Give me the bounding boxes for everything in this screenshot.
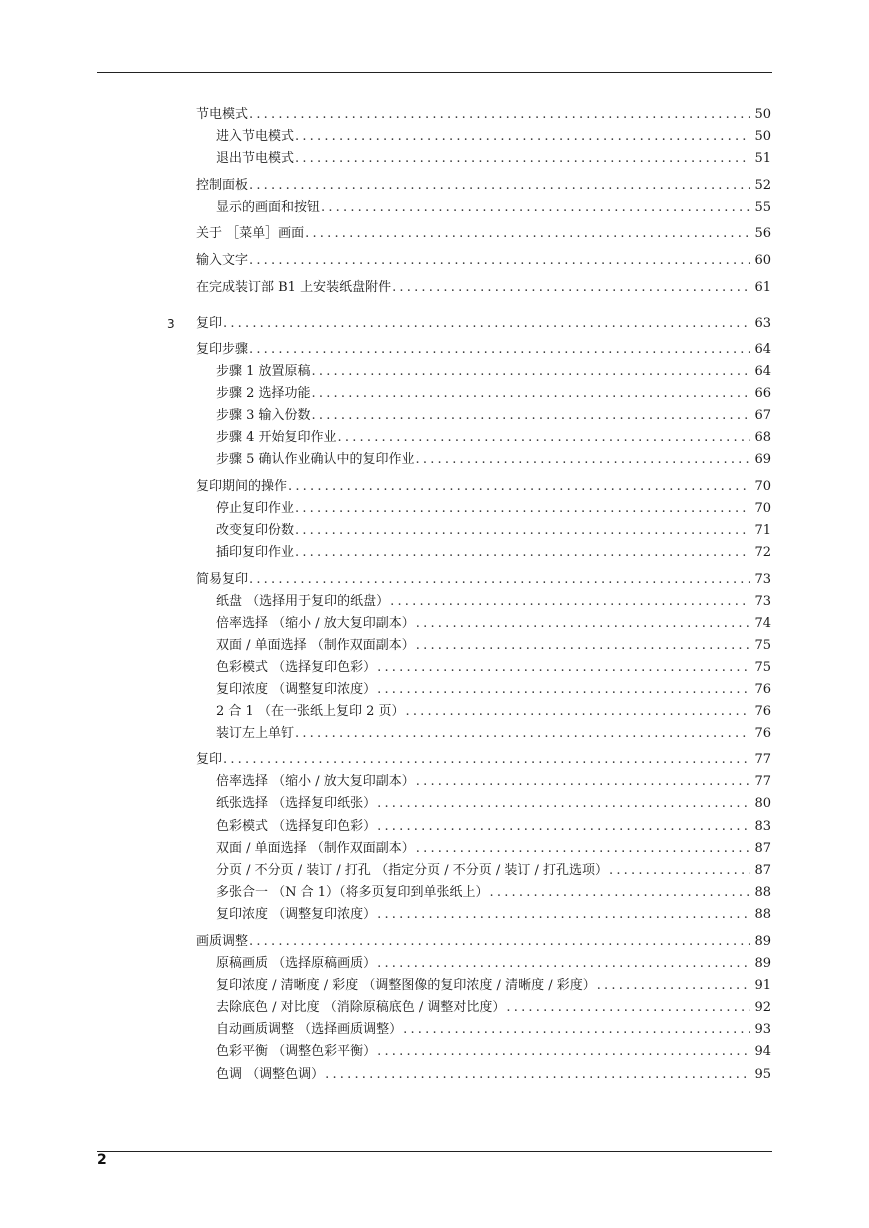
toc-page-number: 61 bbox=[754, 280, 771, 295]
toc-entry-title: 2 合 1 （在一张纸上复印 2 页） bbox=[216, 704, 405, 719]
toc-dot-leader bbox=[376, 658, 750, 678]
toc-entry-title: 色彩模式 （选择复印色彩） bbox=[216, 660, 377, 675]
toc-entry-title: 装订左上单钉 bbox=[216, 726, 295, 741]
toc-entry-title: 复印 bbox=[196, 316, 223, 331]
toc-page-number: 74 bbox=[754, 616, 771, 631]
page-number: 2 bbox=[97, 1152, 107, 1168]
toc-dot-leader bbox=[294, 724, 750, 744]
toc-entry-subsection[interactable] bbox=[0, 839, 869, 859]
toc-page-number: 63 bbox=[754, 316, 771, 331]
toc-dot-leader bbox=[376, 680, 750, 700]
toc-page-number: 89 bbox=[754, 956, 771, 971]
toc-entry-subsection[interactable] bbox=[0, 499, 869, 519]
toc-entry-subsection[interactable] bbox=[0, 450, 869, 470]
toc-entry-subsection[interactable] bbox=[0, 724, 869, 744]
toc-dot-leader bbox=[311, 362, 751, 382]
toc-entry-subsection[interactable] bbox=[0, 658, 869, 678]
toc-entry-title: 节电模式 bbox=[196, 107, 249, 122]
toc-page-number: 80 bbox=[754, 796, 771, 811]
toc-dot-leader bbox=[337, 428, 751, 448]
toc-dot-leader bbox=[402, 1020, 750, 1040]
toc-page-number: 91 bbox=[754, 978, 771, 993]
toc-entry-title: 步骤 1 放置原稿 bbox=[216, 364, 311, 379]
toc-page-number: 92 bbox=[754, 1000, 771, 1015]
toc-dot-leader bbox=[294, 543, 750, 563]
toc-entry-subsection[interactable] bbox=[0, 543, 869, 563]
toc-page-number: 76 bbox=[754, 726, 771, 741]
toc-page-number: 70 bbox=[754, 501, 771, 516]
footer-rule bbox=[97, 1151, 772, 1152]
toc-dot-leader bbox=[248, 340, 750, 360]
toc-entry-subsection[interactable] bbox=[0, 702, 869, 722]
toc-page-number: 64 bbox=[754, 364, 771, 379]
toc-entry-subsection[interactable] bbox=[0, 592, 869, 612]
toc-entry-subsection[interactable] bbox=[0, 905, 869, 925]
toc-dot-leader bbox=[376, 794, 750, 814]
toc-entry-subsection[interactable] bbox=[0, 680, 869, 700]
toc-dot-leader bbox=[320, 198, 750, 218]
toc-page-number: 72 bbox=[754, 545, 771, 560]
toc-entry-title: 纸张选择 （选择复印纸张） bbox=[216, 796, 377, 811]
toc-entry-subsection[interactable] bbox=[0, 127, 869, 147]
toc-entry-subsection[interactable] bbox=[0, 772, 869, 792]
toc-dot-leader bbox=[391, 278, 750, 298]
toc-entry-section[interactable] bbox=[0, 314, 869, 334]
toc-entry-subsection[interactable] bbox=[0, 1042, 869, 1062]
toc-dot-leader bbox=[389, 592, 750, 612]
toc-page-number: 68 bbox=[754, 430, 771, 445]
toc-dot-leader bbox=[248, 570, 750, 590]
toc-page-number: 52 bbox=[754, 178, 771, 193]
toc-entry-title: 简易复印 bbox=[196, 572, 249, 587]
toc-dot-leader bbox=[248, 105, 750, 125]
toc-entry-title: 复印期间的操作 bbox=[196, 479, 288, 494]
toc-entry-title: 画质调整 bbox=[196, 934, 249, 949]
toc-dot-leader bbox=[294, 127, 750, 147]
toc-entry-subsection[interactable] bbox=[0, 384, 869, 404]
toc-page-number: 83 bbox=[754, 819, 771, 834]
toc-entry-title: 多张合一 （N 合 1）（将多页复印到单张纸上） bbox=[216, 885, 489, 900]
toc-entry-subsection[interactable] bbox=[0, 954, 869, 974]
toc-dot-leader bbox=[248, 932, 750, 952]
toc-page-number: 56 bbox=[754, 226, 771, 241]
toc-entry-subsection[interactable] bbox=[0, 794, 869, 814]
toc-entry-title: 去除底色 / 对比度 （消除原稿底色 / 调整对比度） bbox=[216, 1000, 506, 1015]
toc-entry-section[interactable] bbox=[0, 932, 869, 952]
toc-page-number: 55 bbox=[754, 200, 771, 215]
toc-entry-section[interactable] bbox=[0, 251, 869, 271]
toc-page-number: 87 bbox=[754, 841, 771, 856]
toc-entry-section[interactable] bbox=[0, 278, 869, 298]
toc-entry-subsection[interactable] bbox=[0, 428, 869, 448]
toc-dot-leader bbox=[505, 998, 750, 1018]
toc-page-number: 77 bbox=[754, 752, 771, 767]
toc-dot-leader bbox=[248, 176, 750, 196]
toc-page-number: 88 bbox=[754, 885, 771, 900]
toc-entry-title: 分页 / 不分页 / 装订 / 打孔 （指定分页 / 不分页 / 装订 / 打孔选项） bbox=[216, 863, 608, 878]
toc-entry-title: 复印浓度 （调整复印浓度） bbox=[216, 682, 377, 697]
toc-entry-subsection[interactable] bbox=[0, 614, 869, 634]
toc-entry-subsection[interactable] bbox=[0, 1020, 869, 1040]
toc-entry-title: 输入文字 bbox=[196, 253, 249, 268]
toc-entry-title: 步骤 4 开始复印作业 bbox=[216, 430, 337, 445]
toc-dot-leader bbox=[376, 905, 750, 925]
toc-entry-subsection[interactable] bbox=[0, 521, 869, 541]
toc-dot-leader bbox=[376, 1042, 750, 1062]
toc-dot-leader bbox=[311, 384, 751, 404]
toc-page-number: 95 bbox=[754, 1067, 771, 1082]
toc-entry-title: 双面 / 单面选择 （制作双面副本） bbox=[216, 841, 415, 856]
toc-dot-leader bbox=[222, 750, 750, 770]
toc-dot-leader bbox=[324, 1065, 750, 1085]
toc-entry-title: 复印浓度 （调整复印浓度） bbox=[216, 907, 377, 922]
toc-entry-title: 步骤 2 选择功能 bbox=[216, 386, 311, 401]
toc-page-number: 73 bbox=[754, 572, 771, 587]
toc-page-number: 70 bbox=[754, 479, 771, 494]
toc-page-number: 76 bbox=[754, 682, 771, 697]
toc-entry-title: 进入节电模式 bbox=[216, 129, 295, 144]
toc-entry-title: 复印 bbox=[196, 752, 223, 767]
toc-dot-leader bbox=[294, 149, 750, 169]
toc-page-number: 51 bbox=[754, 151, 771, 166]
toc-entry-section[interactable] bbox=[0, 340, 869, 360]
toc-page-number: 88 bbox=[754, 907, 771, 922]
toc-dot-leader bbox=[489, 883, 751, 903]
toc-entry-title: 退出节电模式 bbox=[216, 151, 295, 166]
toc-entry-subsection[interactable] bbox=[0, 149, 869, 169]
toc-dot-leader bbox=[608, 861, 750, 881]
toc-entry-title: 插印复印作业 bbox=[216, 545, 295, 560]
toc-entry-title: 改变复印份数 bbox=[216, 523, 295, 538]
toc-dot-leader bbox=[248, 251, 750, 271]
toc-entry-title: 复印步骤 bbox=[196, 342, 249, 357]
toc-entry-title: 步骤 5 确认作业确认中的复印作业 bbox=[216, 452, 415, 467]
toc-page-number: 69 bbox=[754, 452, 771, 467]
toc-chapter-number: 3 bbox=[167, 317, 175, 331]
toc-entry-section[interactable] bbox=[0, 176, 869, 196]
toc-entry-section[interactable] bbox=[0, 477, 869, 497]
toc-dot-leader bbox=[294, 521, 750, 541]
toc-entry-subsection[interactable] bbox=[0, 976, 869, 996]
toc-entry-title: 控制面板 bbox=[196, 178, 249, 193]
toc-dot-leader bbox=[304, 224, 750, 244]
toc-entry-subsection[interactable] bbox=[0, 1065, 869, 1085]
toc-page-number: 94 bbox=[754, 1044, 771, 1059]
toc-page-number: 50 bbox=[754, 129, 771, 144]
toc-page-number: 89 bbox=[754, 934, 771, 949]
toc-entry-title: 复印浓度 / 清晰度 / 彩度 （调整图像的复印浓度 / 清晰度 / 彩度） bbox=[216, 978, 596, 993]
toc-page-number: 87 bbox=[754, 863, 771, 878]
toc-entry-title: 倍率选择 （缩小 / 放大复印副本） bbox=[216, 616, 415, 631]
toc-dot-leader bbox=[415, 450, 751, 470]
toc-page-number: 75 bbox=[754, 638, 771, 653]
toc-entry-title: 纸盘 （选择用于复印的纸盘） bbox=[216, 594, 390, 609]
toc-dot-leader bbox=[287, 477, 750, 497]
toc-dot-leader bbox=[294, 499, 750, 519]
toc-entry-title: 倍率选择 （缩小 / 放大复印副本） bbox=[216, 774, 415, 789]
toc-entry-title: 双面 / 单面选择 （制作双面副本） bbox=[216, 638, 415, 653]
toc-entry-title: 色彩平衡 （调整色彩平衡） bbox=[216, 1044, 377, 1059]
toc-entry-subsection[interactable] bbox=[0, 406, 869, 426]
toc-dot-leader bbox=[415, 636, 751, 656]
toc-entry-subsection[interactable] bbox=[0, 362, 869, 382]
toc-dot-leader bbox=[376, 817, 750, 837]
toc-page-number: 73 bbox=[754, 594, 771, 609]
toc-entry-title: 原稿画质 （选择原稿画质） bbox=[216, 956, 377, 971]
toc-dot-leader bbox=[596, 976, 751, 996]
toc-entry-subsection[interactable] bbox=[0, 817, 869, 837]
toc-page-number: 71 bbox=[754, 523, 771, 538]
toc-entry-subsection[interactable] bbox=[0, 636, 869, 656]
toc-entry-section[interactable] bbox=[0, 224, 869, 244]
toc-entry-section[interactable] bbox=[0, 570, 869, 590]
toc-entry-section[interactable] bbox=[0, 105, 869, 125]
toc-entry-title: 步骤 3 输入份数 bbox=[216, 408, 311, 423]
toc-entry-subsection[interactable] bbox=[0, 883, 869, 903]
toc-page-number: 50 bbox=[754, 107, 771, 122]
toc-dot-leader bbox=[415, 839, 751, 859]
toc-page-number: 60 bbox=[754, 253, 771, 268]
toc-dot-leader bbox=[415, 772, 751, 792]
toc-entry-title: 在完成装订部 B1 上安装纸盘附件 bbox=[196, 280, 392, 295]
toc-page-number: 76 bbox=[754, 704, 771, 719]
toc-dot-leader bbox=[376, 954, 750, 974]
toc-entry-subsection[interactable] bbox=[0, 998, 869, 1018]
toc-dot-leader bbox=[311, 406, 751, 426]
toc-entry-subsection[interactable] bbox=[0, 861, 869, 881]
toc-entry-title: 关于 ［菜单］画面 bbox=[196, 226, 305, 241]
toc-page-number: 93 bbox=[754, 1022, 771, 1037]
toc-entry-section[interactable] bbox=[0, 750, 869, 770]
toc-entry-subsection[interactable] bbox=[0, 198, 869, 218]
toc-page-number: 75 bbox=[754, 660, 771, 675]
toc-entry-title: 显示的画面和按钮 bbox=[216, 200, 321, 215]
toc-dot-leader bbox=[222, 314, 750, 334]
toc-entry-title: 停止复印作业 bbox=[216, 501, 295, 516]
toc-entry-title: 色调 （调整色调） bbox=[216, 1067, 325, 1082]
toc-page-number: 66 bbox=[754, 386, 771, 401]
header-rule bbox=[97, 72, 772, 73]
toc-page-number: 77 bbox=[754, 774, 771, 789]
toc-entry-title: 自动画质调整 （选择画质调整） bbox=[216, 1022, 403, 1037]
toc-page-number: 67 bbox=[754, 408, 771, 423]
toc-dot-leader bbox=[415, 614, 751, 634]
toc-page-number: 64 bbox=[754, 342, 771, 357]
toc-dot-leader bbox=[404, 702, 750, 722]
toc-entry-title: 色彩模式 （选择复印色彩） bbox=[216, 819, 377, 834]
